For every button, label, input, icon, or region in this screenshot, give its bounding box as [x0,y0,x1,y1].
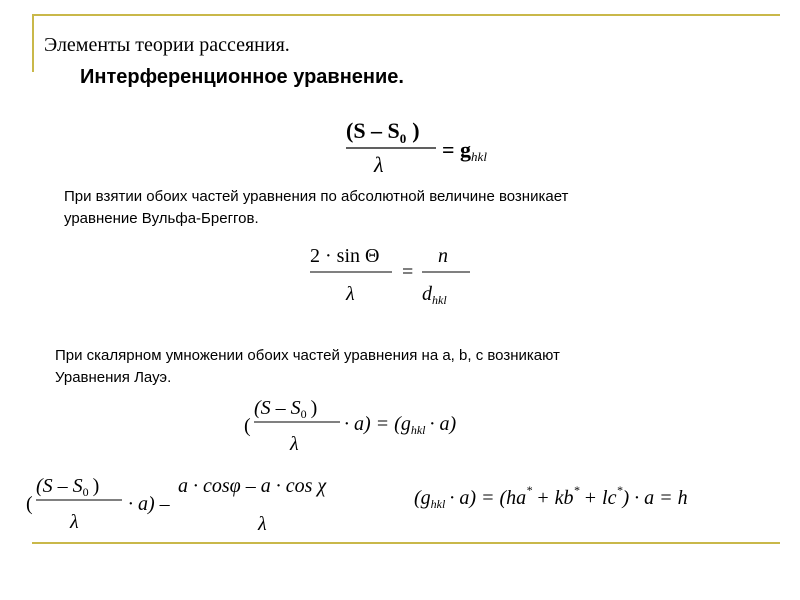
slide-subtitle: Интерференционное уравнение. [80,66,404,88]
laue-numerator-close: ) [310,397,318,419]
laue-cos-open-paren: ( [26,493,33,515]
laue-cos-equation [26,474,366,540]
laue-recip-part3: + kb [536,487,574,509]
svg-text:(S – S0) [36,475,99,499]
paragraph-bragg-line2: уравнение Вульфа-Бреггов. [64,210,259,227]
paragraph-bragg-intro [64,186,568,230]
bragg-numerator-left: 2 · sin Θ [310,245,380,267]
paragraph-laue-intro [55,345,560,389]
laue-numerator-sub: 0 [300,407,307,421]
laue-rhs: · a) = (g [344,413,411,435]
interference-numerator-close: ) [412,118,420,143]
slide-left-rule [32,14,34,72]
interference-rhs-sub: hkl [471,149,487,164]
slide-bottom-rule [32,542,780,544]
interference-rhs: = g [442,137,472,162]
laue-recip-sup3: * [616,483,623,497]
svg-text:(ghkl· a) = (ha*+ kb*+ lc*) · [414,483,688,511]
laue-numerator: (S – S [254,397,301,419]
bragg-equation [310,240,490,310]
laue-open-paren: ( [244,415,251,437]
paragraph-laue-line1: При скалярном умножении обоих частей уравнения на a, b, c возникают [55,347,560,364]
laue-recip-part5: ) · a = h [622,487,688,509]
svg-text:· a) = (ghkl· a) [344,413,457,437]
paragraph-bragg-line1: При взятии обоих частей уравнения по абсолютной величине возникает [64,188,569,205]
interference-equation [346,110,546,180]
laue-recip-sub: hkl [430,497,446,511]
laue-rhs-close: · a) [429,413,457,435]
bragg-denominator-right: d [422,283,432,305]
laue-reciprocal-equation [414,478,774,518]
bragg-denominator-right-sub: hkl [432,293,447,307]
laue-recip-sup1: * [526,483,533,497]
svg-text:(S – S0) [254,397,317,421]
bragg-equals: = [402,261,414,283]
laue-recip-part2: · a) = (ha [449,487,527,509]
interference-numerator-sub: 0 [399,131,407,146]
svg-text:dhkl [422,283,447,307]
svg-text:= ghkl [442,137,487,164]
laue-cos-denominator-left: λ [70,511,79,533]
laue-cos-middle: · a) – [128,493,170,515]
laue-cos-numerator-sub: 0 [82,485,89,499]
interference-denominator: λ [374,152,384,177]
laue-cos-numerator: (S – S [36,475,83,497]
laue-cos-numerator-close: ) [92,475,100,497]
bragg-denominator-left: λ [346,283,355,305]
interference-numerator: (S – S [346,118,400,143]
slide-title: Элементы теории рассеяния. [44,34,290,56]
laue-denominator: λ [290,433,299,455]
slide-top-rule [32,14,780,16]
paragraph-laue-line2: Уравнения Лауэ. [55,369,172,386]
laue-recip-part4: + lc [583,487,617,509]
laue-rhs-sub: hkl [410,423,426,437]
laue-equation [244,394,504,464]
laue-cos-fraction-denominator: λ [258,513,267,535]
bragg-numerator-right: n [438,245,448,267]
laue-recip-part1: (g [414,487,431,509]
laue-cos-fraction-numerator: a · cosφ – a · cos χ [178,475,327,497]
svg-text:(S – S0) [346,118,420,146]
laue-recip-sup2: * [573,483,580,497]
